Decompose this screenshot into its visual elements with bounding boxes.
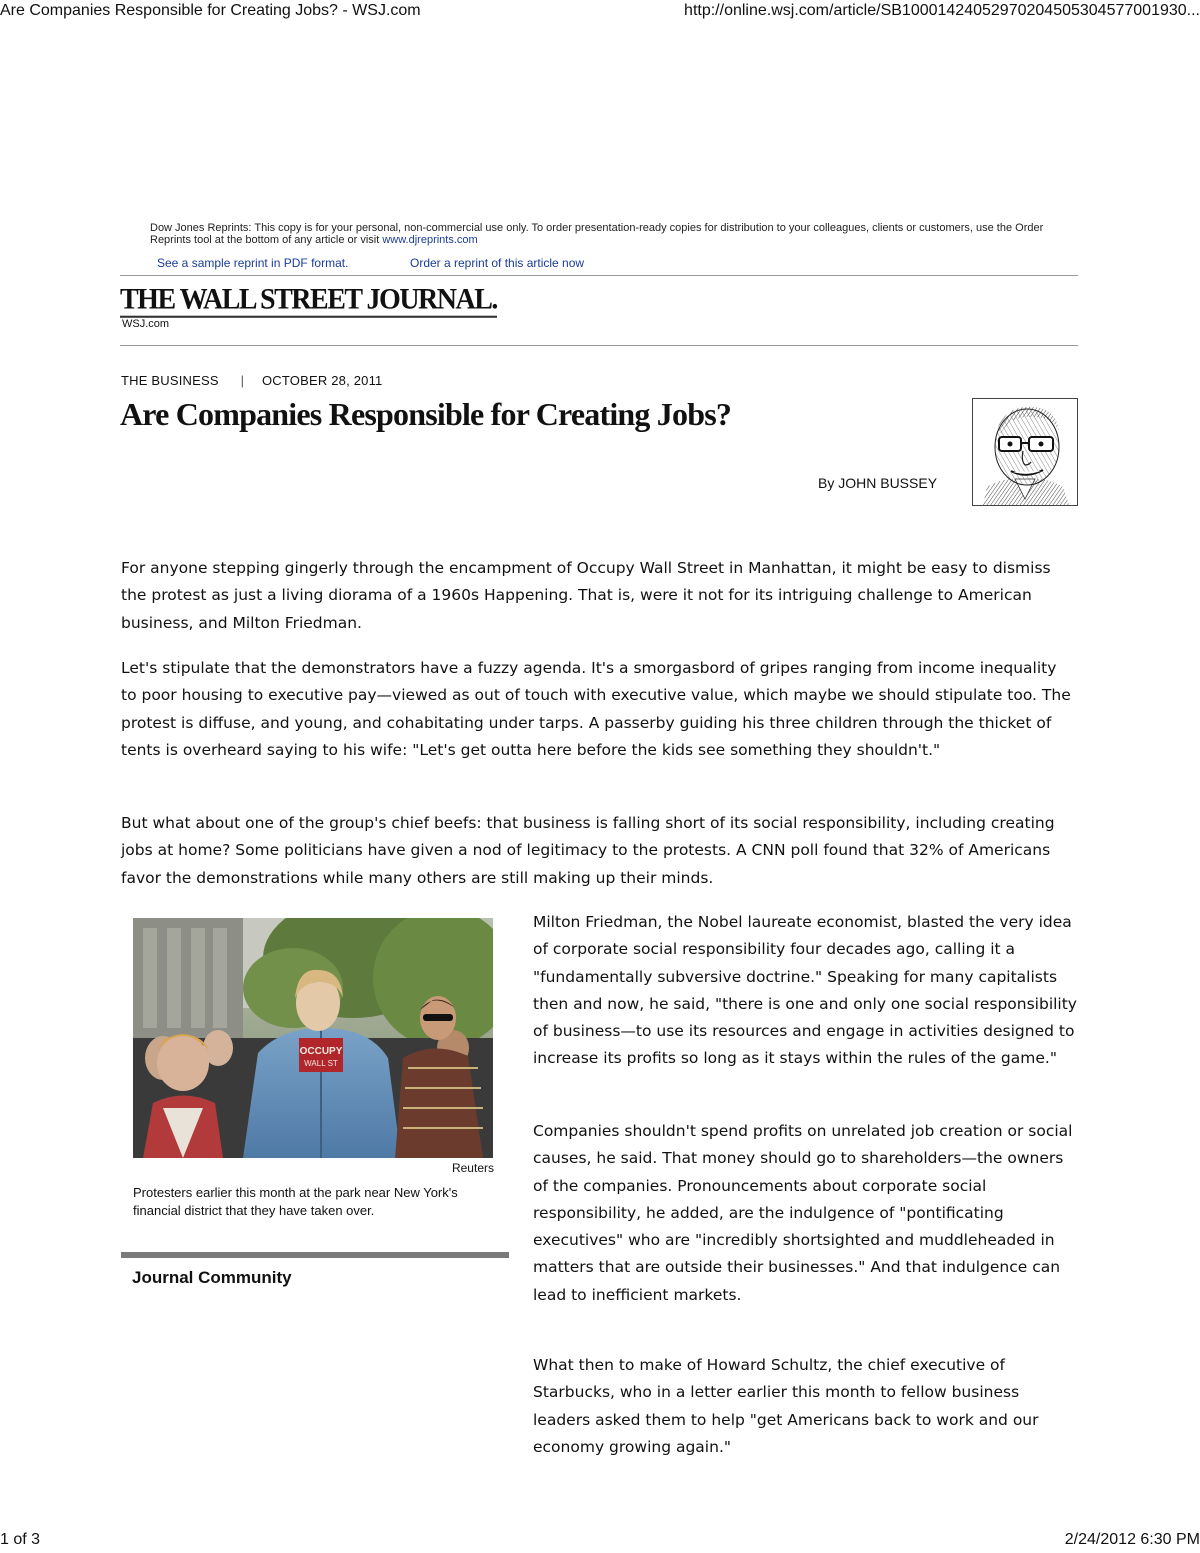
separator: | xyxy=(240,373,245,388)
article-date: OCTOBER 28, 2011 xyxy=(261,373,383,388)
article-paragraph: But what about one of the group's chief beefs: that business is falling short of its social responsibility, including creating jobs at home? Some politicians have given a nod of legitimacy to the protests. A CNN poll found that 32% of Americans favor the demonstrations while many others are still making up their minds. xyxy=(121,814,1055,887)
reprint-notice-text: Dow Jones Reprints: This copy is for your personal, non-commercial use only. To order presentation-ready copies for distribution to your colleagues, clients or customers, use the Order Reprints tool at the bottom of any article or visit xyxy=(150,222,1044,246)
jacket-text-1: OCCUPY xyxy=(299,1046,343,1057)
sample-reprint-link[interactable]: See a sample reprint in PDF format. xyxy=(157,256,349,270)
wsj-masthead-logo: THE WALL STREET JOURNAL. xyxy=(120,284,497,318)
photo-credit: Reuters xyxy=(451,1161,494,1175)
author-hedcut-icon xyxy=(973,399,1077,505)
section-label: THE BUSINESS xyxy=(121,373,219,388)
section-date-line xyxy=(121,373,382,388)
divider xyxy=(120,345,1078,346)
article-paragraph: Let's stipulate that the demonstrators have a fuzzy agenda. It's a smorgasbord of gripes ranging from income inequality to poor housing to executive pay—viewed as out of touch with executive value, which maybe we should stipulate too. The protest is diffuse, and young, and cohabitating under tarps. A passerby guiding his three children through the thicket of tents is overheard saying to his wife: "Let's get outta here before the kids see something they shouldn't." xyxy=(121,659,1071,759)
print-header-url: http://online.wsj.com/article/SB10001424052970204505304577001930... xyxy=(684,2,1200,19)
print-footer-timestamp: 2/24/2012 6:30 PM xyxy=(1064,1531,1200,1548)
article-paragraph: For anyone stepping gingerly through the encampment of Occupy Wall Street in Manhattan, it might be easy to dismiss the protest as just a living diorama of a 1960s Happening. That is, were it not for its intriguing challenge to American business, and Milton Friedman. xyxy=(121,559,1051,632)
site-name: WSJ.com xyxy=(122,318,170,330)
reprint-notice xyxy=(150,222,1070,246)
order-reprint-link[interactable]: Order a reprint of this article now xyxy=(410,256,585,270)
print-footer-page: 1 of 3 xyxy=(0,1531,41,1548)
djreprints-link[interactable]: www.djreprints.com xyxy=(382,234,478,246)
article-headline: Are Companies Responsible for Creating Jobs? xyxy=(120,396,732,432)
journal-community-bar xyxy=(121,1252,509,1258)
byline: By JOHN BUSSEY xyxy=(818,475,938,491)
print-header-title: Are Companies Responsible for Creating Jobs? - WSJ.com xyxy=(0,2,421,19)
article-photo xyxy=(133,918,493,1158)
divider xyxy=(120,275,1078,276)
jacket-text-2: WALL ST xyxy=(304,1059,338,1068)
article-paragraph: What then to make of Howard Schultz, the chief executive of Starbucks, who in a letter earlier this month to fellow business leaders asked them to help "get Americans back to work and our economy growing again." xyxy=(533,1356,1039,1456)
journal-community-heading: Journal Community xyxy=(132,1268,292,1287)
article-paragraph: Milton Friedman, the Nobel laureate economist, blasted the very idea of corporate social responsibility four decades ago, calling it a "fundamentally subversive doctrine." Speaking for many capitalists then and now, he said, "there is one and only one social responsibility of business—to use its resources and engage in activities designed to increase its profits so long as it stays within the rules of the game." xyxy=(533,913,1077,1068)
article-paragraph: Companies shouldn't spend profits on unrelated job creation or social causes, he said. That money should go to shareholders—the owners of the companies. Pronouncements about corporate social responsibility, he added, are the indulgence of "pontificating executives" who are "incredibly shortsighted and muddleheaded in matters that are outside their businesses." And that indulgence can lead to inefficient markets. xyxy=(533,1122,1073,1304)
author-portrait xyxy=(972,398,1078,506)
protest-photo-image xyxy=(133,918,493,1158)
photo-caption: Protesters earlier this month at the park near New York's financial district that they have taken over. xyxy=(133,1185,458,1218)
